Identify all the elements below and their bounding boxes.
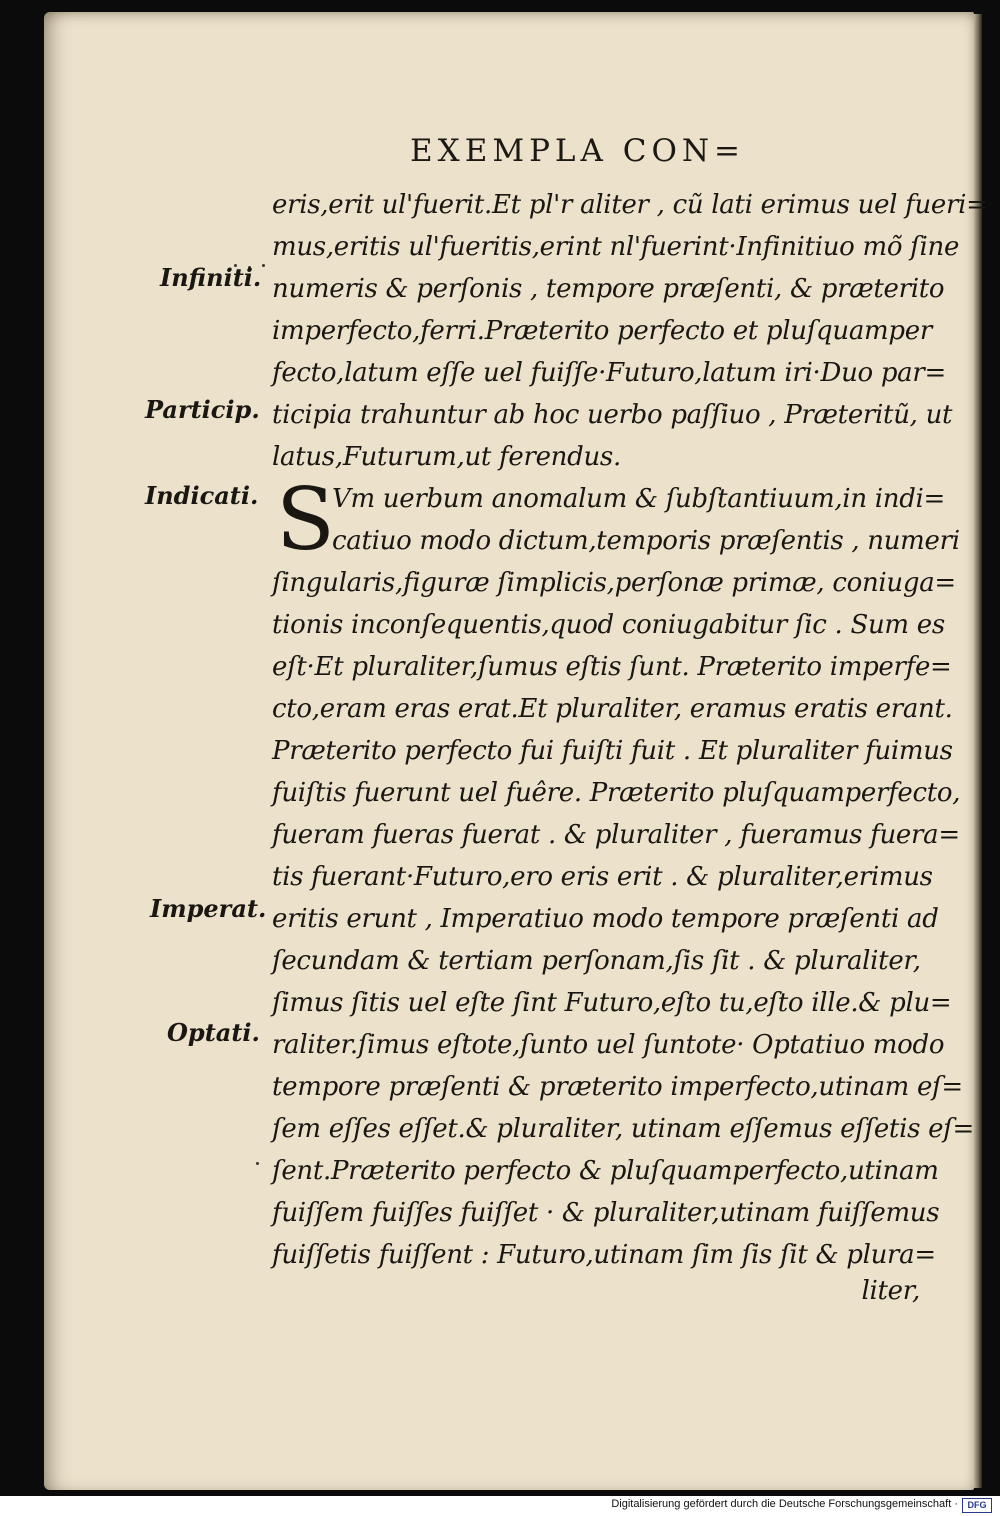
text-line: fueram fueras fuerat . & pluraliter , fueramus fuera= xyxy=(272,820,960,850)
digitization-footer xyxy=(0,1496,1000,1516)
text-line: tionis inconſequentis,quod coniugabitur ſic . Sum es xyxy=(272,610,945,640)
text-line: catiuo modo dictum,temporis præſentis , numeri xyxy=(332,526,960,556)
text-line: tis fuerant·Futuro,ero eris erit . & pluraliter,erimus xyxy=(272,862,933,892)
text-line: eris,erit ul'fuerit.Et pl'r aliter , cũ lati erimus uel fueri= xyxy=(272,190,988,220)
text-line: ſent.Præterito perfecto & pluſquamperfecto,utinam xyxy=(272,1156,939,1186)
text-line: ſem eſſes eſſet.& pluraliter, utinam eſſemus eſſetis eſ= xyxy=(272,1114,974,1144)
page-edge xyxy=(974,14,982,1488)
margin-note-optati: Optati. xyxy=(167,1018,260,1047)
text-line: fecto,latum eſſe uel fuiſſe·Futuro,latum iri·Duo par= xyxy=(272,358,946,388)
ink-speck xyxy=(262,264,265,267)
text-line: mus,eritis ul'fueritis,erint nl'fuerint·Infinitiuo mõ ſine xyxy=(272,232,960,262)
text-line: Vm uerbum anomalum & ſubſtantiuum,in indi= xyxy=(332,484,946,514)
drop-initial: S xyxy=(276,470,335,570)
text-line: ſecundam & tertiam perſonam,ſis ſit . & pluraliter, xyxy=(272,946,921,976)
text-line: eritis erunt , Imperatiuo modo tempore præſenti ad xyxy=(272,904,939,934)
margin-note-imperat: Imperat. xyxy=(150,894,267,923)
text-line: eſt·Et pluraliter,ſumus eſtis ſunt. Præterito imperfe= xyxy=(272,652,952,682)
text-line: Præterito perfecto fui fuiſti fuit . Et pluraliter fuimus xyxy=(272,736,953,766)
text-line: ſingularis,figuræ ſimplicis,perſonæ primæ, coniuga= xyxy=(272,568,956,598)
text-line: fuiſſetis fuiſſent : Futuro,utinam ſim ſis ſit & plura= xyxy=(272,1240,936,1270)
text-line: ſimus ſitis uel eſte ſint Futuro,eſto tu,eſto ille.& plu= xyxy=(272,988,952,1018)
footer-credit: Digitalisierung gefördert durch die Deutsche Forschungsgemeinschaft · xyxy=(611,1498,958,1510)
text-line: latus,Futurum,ut ferendus. xyxy=(272,442,621,472)
margin-note-particip: Particip. xyxy=(145,395,260,424)
text-line: fuiſtis fuerunt uel fuêre. Præterito pluſquamperfecto, xyxy=(272,778,961,808)
running-head: EXEMPLA CON= xyxy=(410,133,745,169)
text-line: numeris & perſonis , tempore præſenti, & præterito xyxy=(272,274,945,304)
text-line: tempore præſenti & præterito imperfecto,utinam eſ= xyxy=(272,1072,963,1102)
text-line: ticipia trahuntur ab hoc uerbo paſſiuo , Præteritũ, ut xyxy=(272,400,953,430)
text-line: imperfecto,ferri.Præterito perfecto et pluſquamper xyxy=(272,316,932,346)
catchword: liter, xyxy=(861,1276,920,1306)
text-line: fuiſſem fuiſſes fuiſſet · & pluraliter,utinam fuiſſemus xyxy=(272,1198,940,1228)
dfg-logo[interactable]: DFG xyxy=(962,1498,992,1513)
ink-speck xyxy=(256,1162,259,1165)
text-line: cto,eram eras erat.Et pluraliter, eramus eratis erant. xyxy=(272,694,953,724)
margin-note-indicati: Indicati. xyxy=(145,481,259,510)
text-line: raliter.ſimus eſtote,ſunto uel ſuntote· Optatiuo modo xyxy=(272,1030,945,1060)
margin-note-infiniti: Infiniti. xyxy=(160,263,262,292)
